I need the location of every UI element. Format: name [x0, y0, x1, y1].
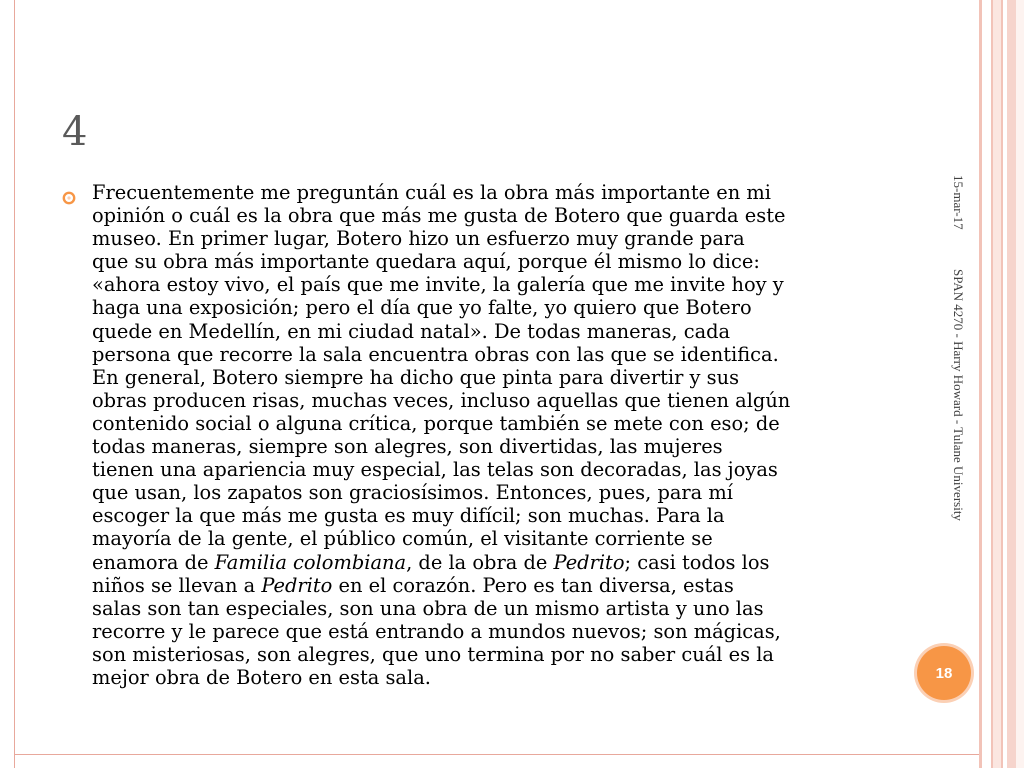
paragraph-line [92, 250, 892, 273]
text-segment: todas maneras, siempre son alegres, son divertidas, las mujeres [92, 435, 723, 459]
paragraph-line [92, 666, 892, 689]
text-segment: salas son tan especiales, son una obra de un mismo artista y uno las [92, 596, 764, 620]
paragraph-line [92, 643, 892, 666]
paragraph-line [92, 574, 892, 597]
paragraph-line [92, 296, 892, 319]
text-segment: en el corazón. Pero es tan diversa, estas [332, 573, 734, 597]
paragraph-line [92, 273, 892, 296]
text-segment: contenido social o alguna crítica, porque también se mete con eso; de [92, 411, 780, 435]
text-segment: recorre y le parece que está entrando a mundos nuevos; son mágicas, [92, 619, 781, 643]
paragraph-line [92, 597, 892, 620]
text-segment: haga una exposición; pero el día que yo falte, yo quiero que Botero [92, 296, 752, 320]
paragraph-line [92, 551, 892, 574]
paragraph-line [92, 204, 892, 227]
text-segment: mayoría de la gente, el público común, el visitante corriente se [92, 527, 713, 551]
text-segment: tienen una apariencia muy especial, las telas son decoradas, las joyas [92, 458, 778, 482]
text-segment: niños se llevan a [92, 573, 262, 597]
bullet-circle-icon [62, 191, 76, 205]
slide-title: 4 [62, 109, 88, 155]
paragraph-line [92, 458, 892, 481]
text-segment: enamora de [92, 550, 215, 574]
text-segment: que usan, los zapatos son graciosísimos. Entonces, pues, para mí [92, 481, 733, 505]
paragraph-line [92, 481, 892, 504]
right-stripe [993, 0, 1001, 768]
text-segment: escoger la que más me gusta es muy difícil; son muchas. Para la [92, 504, 725, 528]
left-border-line [14, 0, 15, 768]
paragraph-line [92, 412, 892, 435]
text-segment: mejor obra de Botero en esta sala. [92, 665, 431, 689]
text-segment: ; casi todos los [624, 550, 770, 574]
page-number-badge [917, 646, 971, 700]
paragraph-line [92, 366, 892, 389]
right-stripe [1007, 0, 1016, 768]
paragraph-line [92, 435, 892, 458]
paragraph-line [92, 181, 892, 204]
text-segment: son misteriosas, son alegres, que uno termina por no saber cuál es la [92, 642, 774, 666]
slide-date: 15-mar-17 [951, 175, 966, 230]
paragraph-line [92, 227, 892, 250]
text-segment: Frecuentemente me preguntán cuál es la obra más importante en mi [92, 181, 772, 204]
text-segment: persona que recorre la sala encuentra obras con las que se identifica. [92, 342, 779, 366]
paragraph-line [92, 343, 892, 366]
right-stripe [1016, 0, 1024, 768]
text-segment: opinión o cuál es la obra que más me gusta de Botero que guarda este [92, 204, 786, 228]
slide-footer: SPAN 4270 - Harry Howard - Tulane University [951, 269, 966, 521]
text-segment: , de la obra de [406, 550, 554, 574]
paragraph-line [92, 620, 892, 643]
text-segment: quede en Medellín, en mi ciudad natal». De todas maneras, cada [92, 319, 731, 343]
text-segment: obras producen risas, muchas veces, incluso aquellas que tienen algún [92, 388, 791, 412]
page-number: 18 [935, 664, 953, 682]
text-segment: museo. En primer lugar, Botero hizo un esfuerzo muy grande para [92, 227, 745, 251]
text-segment: «ahora estoy vivo, el país que me invite, la galería que me invite hoy y [92, 273, 784, 297]
text-segment: que su obra más importante quedara aquí, porque él mismo lo dice: [92, 250, 760, 274]
paragraph-line [92, 320, 892, 343]
italic-title-text: Familia colombiana [214, 550, 407, 574]
italic-title-text: Pedrito [261, 573, 333, 597]
bottom-border-line [14, 754, 979, 755]
paragraph-line [92, 389, 892, 412]
text-segment: En general, Botero siempre ha dicho que pinta para divertir y sus [92, 365, 740, 389]
italic-title-text: Pedrito [553, 550, 625, 574]
bullet-paragraph [92, 181, 892, 689]
paragraph-line [92, 504, 892, 527]
right-stripe [982, 0, 991, 768]
paragraph-line [92, 527, 892, 550]
